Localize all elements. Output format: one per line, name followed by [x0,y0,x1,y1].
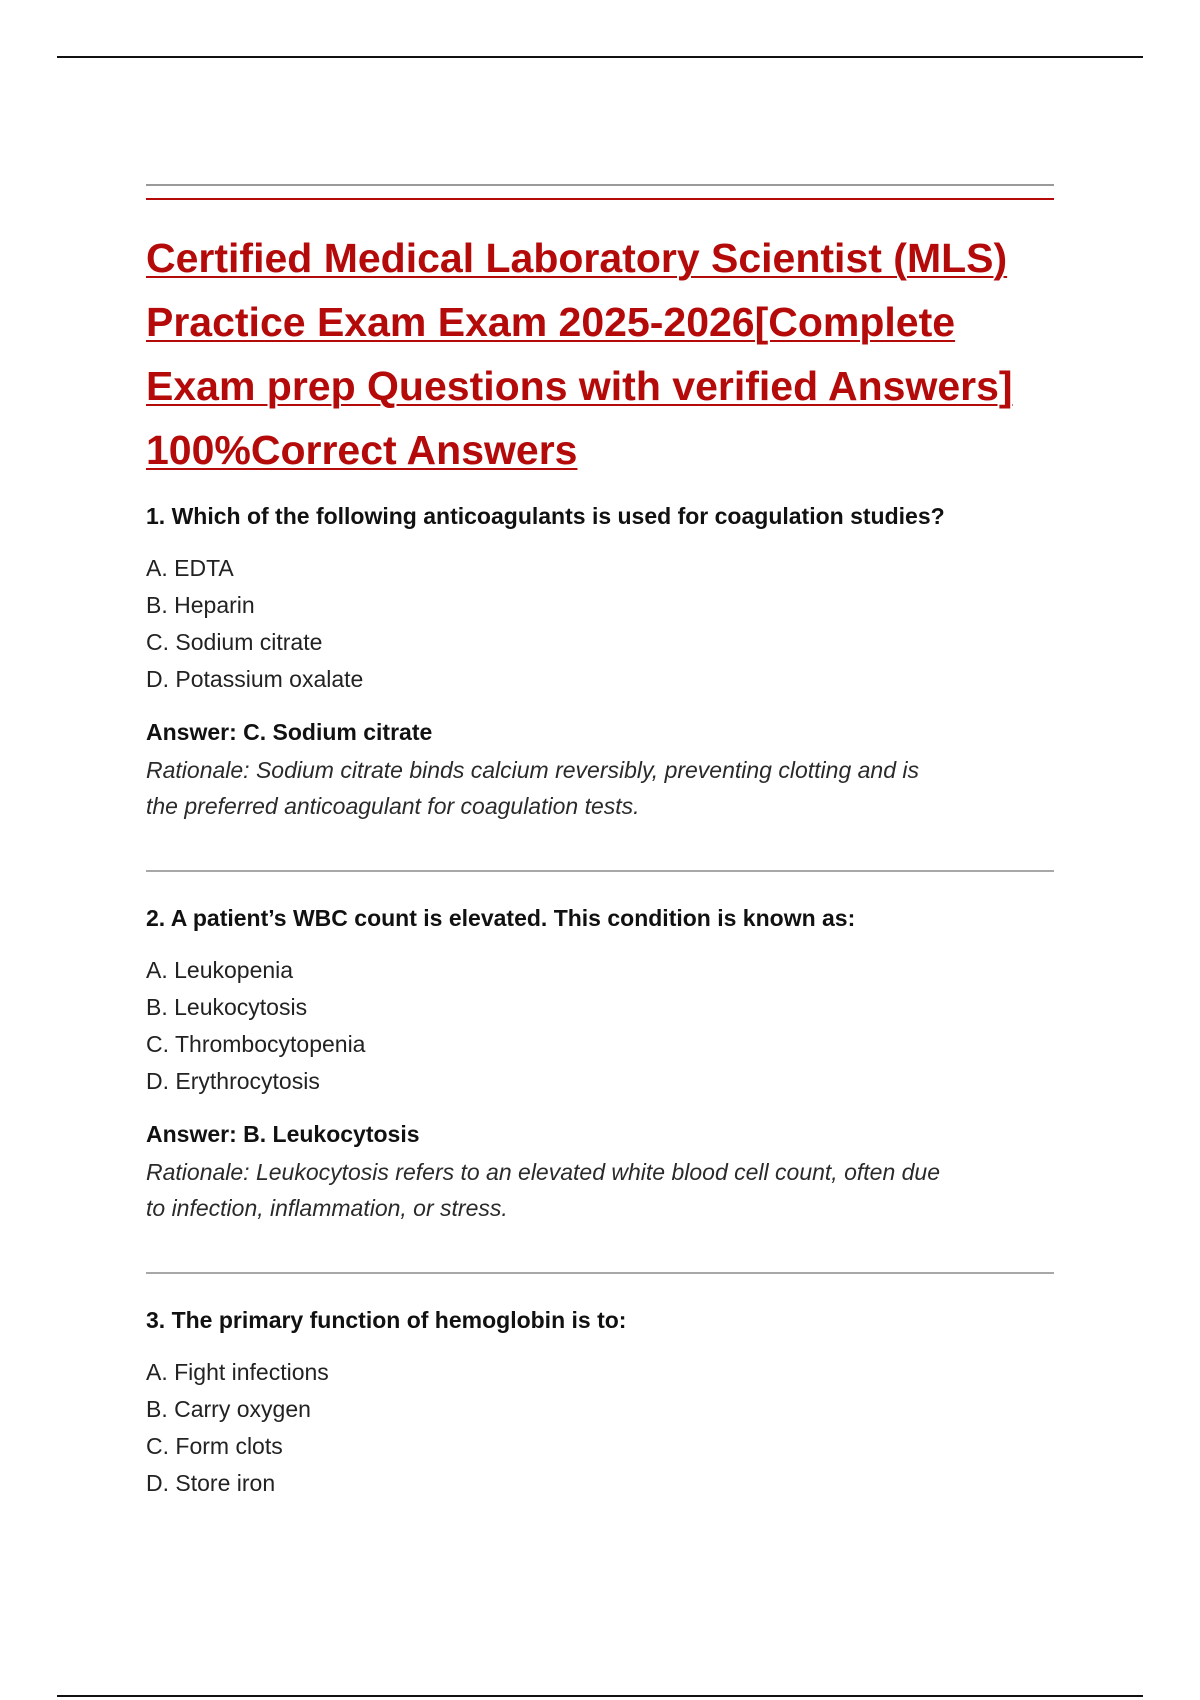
option-c: C. Thrombocytopenia [146,1031,366,1057]
option-a: A. Leukopenia [146,957,294,983]
answer-text: Answer: C. Sodium citrate [146,719,433,745]
option-d: D. Potassium oxalate [146,666,364,692]
rationale-line: Rationale: Sodium citrate binds calcium reversibly, preventing clotting and is [146,757,920,783]
rationale-line: to infection, inflammation, or stress. [146,1195,508,1221]
section-divider [146,870,1054,872]
rationale-text [146,1154,1054,1226]
question-block-3 [146,1304,1054,1502]
options-list [146,1354,1054,1502]
document-title [146,226,1054,482]
option-a: A. EDTA [146,555,234,581]
option-b: B. Leukocytosis [146,994,308,1020]
options-list [146,952,1054,1100]
answer-text: Answer: B. Leukocytosis [146,1121,420,1147]
title-rule-red [146,198,1054,200]
question-block-1 [146,500,1054,824]
option-b: B. Carry oxygen [146,1396,311,1422]
option-c: C. Form clots [146,1433,283,1459]
option-b: B. Heparin [146,592,255,618]
question-text: 1. Which of the following anticoagulants is used for coagulation studies? [146,503,945,529]
rationale-text [146,752,1054,824]
title-line: Exam prep Questions with verified Answers] [146,363,1013,409]
options-list [146,550,1054,698]
question-block-2 [146,902,1054,1226]
option-d: D. Erythrocytosis [146,1068,320,1094]
option-a: A. Fight infections [146,1359,329,1385]
question-text: 3. The primary function of hemoglobin is to: [146,1307,627,1333]
question-text: 2. A patient’s WBC count is elevated. This condition is known as: [146,905,856,931]
title-rule-grey [146,184,1054,186]
page-header-rule [57,56,1143,58]
option-d: D. Store iron [146,1470,276,1496]
section-divider [146,1272,1054,1274]
rationale-line: the preferred anticoagulant for coagulation tests. [146,793,640,819]
title-line: 100%Correct Answers [146,427,578,473]
option-c: C. Sodium citrate [146,629,323,655]
page-footer-rule [57,1695,1143,1697]
title-line: Practice Exam Exam 2025-2026[Complete [146,299,956,345]
rationale-line: Rationale: Leukocytosis refers to an elevated white blood cell count, often due [146,1159,940,1185]
document-body [146,184,1054,1502]
title-line: Certified Medical Laboratory Scientist (MLS) [146,235,1008,281]
